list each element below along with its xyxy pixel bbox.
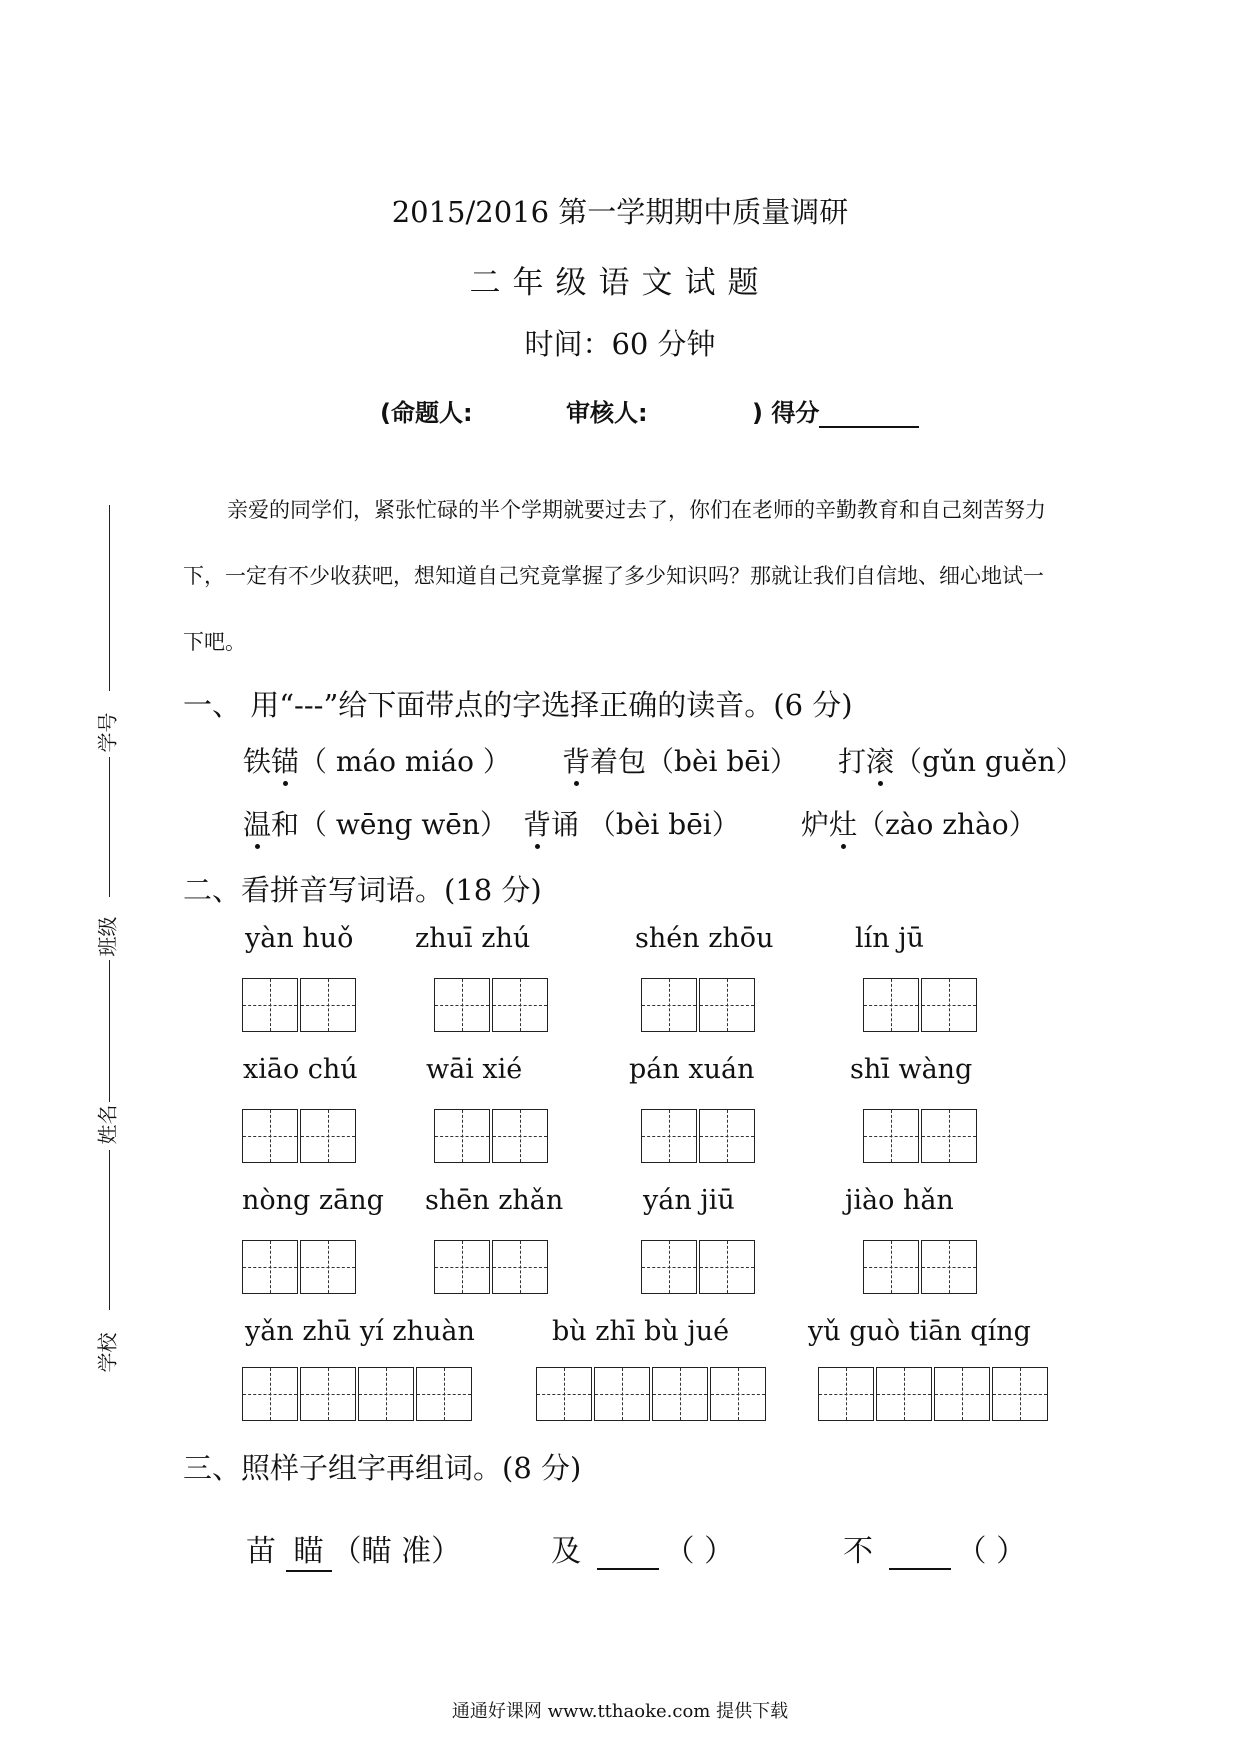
item-4-options: （ wēng wēn） xyxy=(299,808,508,841)
compose-1-blank[interactable] xyxy=(597,1538,659,1570)
exam-subject-title: 二年级语文试题 xyxy=(469,265,771,301)
answer-grid-1-3[interactable] xyxy=(641,978,757,1032)
compose-item-1 xyxy=(551,1526,734,1570)
side-line-4 xyxy=(109,1150,110,1310)
section2-title: 二、看拼音写词语。(18 分) xyxy=(183,873,542,907)
item-5-post: 诵 xyxy=(551,808,580,841)
grid-cell[interactable] xyxy=(434,1109,490,1163)
grid-cell[interactable] xyxy=(242,1109,298,1163)
answer-grid-4-3[interactable] xyxy=(818,1367,1050,1421)
item-5-dotted-char: 背 xyxy=(523,808,552,841)
example-word: （瞄 准） xyxy=(331,1534,462,1569)
pinyin-2-4: shī wàng xyxy=(850,1054,973,1085)
school-label: 学校 xyxy=(95,1332,120,1373)
item-4-dotted-char: 温 xyxy=(243,808,272,841)
grid-cell[interactable] xyxy=(492,1240,548,1294)
grid-cell[interactable] xyxy=(863,1109,919,1163)
grid-cell[interactable] xyxy=(921,1109,977,1163)
score-label xyxy=(752,393,919,428)
grid-cell[interactable] xyxy=(921,1240,977,1294)
item-3-pre: 打 xyxy=(838,745,867,778)
grid-cell[interactable] xyxy=(300,1109,356,1163)
pinyin-4-3: yǔ guò tiān qíng xyxy=(808,1316,1031,1347)
compose-2-char: 不 xyxy=(843,1534,873,1569)
compose-1-char: 及 xyxy=(551,1534,581,1569)
grid-cell[interactable] xyxy=(652,1367,708,1421)
grid-cell[interactable] xyxy=(300,1367,356,1421)
item-2-options: （bèi bēi） xyxy=(646,745,798,778)
answer-grid-1-2[interactable] xyxy=(434,978,550,1032)
exam-term-title: 2015/2016 第一学期期中质量调研 xyxy=(391,195,849,229)
answer-grid-3-2[interactable] xyxy=(434,1240,550,1294)
grid-cell[interactable] xyxy=(434,978,490,1032)
item-6-options: （zào zhào） xyxy=(857,808,1037,841)
pinyin-3-1: nòng zāng xyxy=(242,1185,384,1216)
answer-grid-4-1[interactable] xyxy=(242,1367,474,1421)
grid-cell[interactable] xyxy=(876,1367,932,1421)
grid-cell[interactable] xyxy=(242,978,298,1032)
grid-cell[interactable] xyxy=(492,1109,548,1163)
side-line-2 xyxy=(109,757,110,897)
grid-cell[interactable] xyxy=(710,1367,766,1421)
exam-duration: 时间：60 分钟 xyxy=(524,327,716,361)
pinyin-1-4: lín jū xyxy=(855,923,925,954)
item-6-pre: 炉 xyxy=(801,808,830,841)
pinyin-4-1: yǎn zhū yí zhuàn xyxy=(245,1316,475,1347)
side-line-1 xyxy=(109,505,110,691)
intro-line-1: 亲爱的同学们，紧张忙碌的半个学期就要过去了，你们在老师的辛勤教育和自己刻苦努力 xyxy=(227,498,1046,522)
item-2-post: 着包 xyxy=(590,745,647,778)
pinyin-4-2: bù zhī bù jué xyxy=(552,1316,730,1347)
score-label-text: ) 得分 xyxy=(752,399,820,427)
item-6-dotted-char: 灶 xyxy=(829,808,858,841)
pronunciation-item-5[interactable] xyxy=(523,803,740,843)
grid-cell[interactable] xyxy=(242,1367,298,1421)
answer-grid-3-1[interactable] xyxy=(242,1240,358,1294)
author-label: (命题人: xyxy=(380,399,473,427)
answer-grid-1-4[interactable] xyxy=(863,978,979,1032)
pinyin-1-1: yàn huǒ xyxy=(245,923,354,954)
compose-1-paren[interactable]: （ ） xyxy=(664,1534,735,1569)
side-line-3 xyxy=(109,960,110,1102)
grid-cell[interactable] xyxy=(641,1240,697,1294)
grid-cell[interactable] xyxy=(594,1367,650,1421)
grid-cell[interactable] xyxy=(358,1367,414,1421)
pronunciation-item-1[interactable] xyxy=(243,740,511,780)
pronunciation-item-2[interactable] xyxy=(562,740,798,780)
section1-title: 一、 用“---”给下面带点的字选择正确的读音。(6 分) xyxy=(183,688,853,722)
grid-cell[interactable] xyxy=(300,978,356,1032)
reviewer-label: 审核人: xyxy=(566,399,648,427)
grid-cell[interactable] xyxy=(416,1367,472,1421)
example-char: 苗 xyxy=(246,1534,276,1569)
pinyin-3-3: yán jiū xyxy=(643,1185,735,1216)
answer-grid-4-2[interactable] xyxy=(536,1367,768,1421)
answer-grid-3-3[interactable] xyxy=(641,1240,757,1294)
grid-cell[interactable] xyxy=(242,1240,298,1294)
intro-line-3: 下吧。 xyxy=(183,630,246,654)
answer-grid-3-4[interactable] xyxy=(863,1240,979,1294)
grid-cell[interactable] xyxy=(434,1240,490,1294)
grid-cell[interactable] xyxy=(934,1367,990,1421)
answer-grid-2-2[interactable] xyxy=(434,1109,550,1163)
pinyin-1-2: zhuī zhú xyxy=(415,923,531,954)
grid-cell[interactable] xyxy=(641,978,697,1032)
intro-line-2: 下，一定有不少收获吧，想知道自己究竟掌握了多少知识吗？那就让我们自信地、细心地试一 xyxy=(183,564,1044,588)
answer-grid-2-1[interactable] xyxy=(242,1109,358,1163)
score-blank[interactable] xyxy=(819,402,919,428)
pinyin-1-3: shén zhōu xyxy=(635,923,774,954)
item-1-dotted-char: 锚 xyxy=(271,745,300,778)
compose-2-blank[interactable] xyxy=(889,1538,951,1570)
item-2-dotted-char: 背 xyxy=(562,745,591,778)
grid-cell[interactable] xyxy=(863,978,919,1032)
grid-cell[interactable] xyxy=(699,1109,755,1163)
item-1-pre: 铁 xyxy=(243,745,272,778)
grid-cell[interactable] xyxy=(536,1367,592,1421)
answer-grid-1-1[interactable] xyxy=(242,978,358,1032)
item-3-dotted-char: 滚 xyxy=(866,745,895,778)
class-label: 班级 xyxy=(95,916,120,957)
item-4-post: 和 xyxy=(271,808,300,841)
grid-cell[interactable] xyxy=(992,1367,1048,1421)
pinyin-2-2: wāi xié xyxy=(426,1054,523,1085)
pinyin-2-3: pán xuán xyxy=(629,1054,755,1085)
section3-title: 三、照样子组字再组词。(8 分) xyxy=(183,1451,582,1485)
answer-grid-2-3[interactable] xyxy=(641,1109,757,1163)
name-label: 姓名 xyxy=(95,1104,120,1145)
grid-cell[interactable] xyxy=(300,1240,356,1294)
footer-source: 通通好课网 www.tthaoke.com 提供下载 xyxy=(451,1701,789,1722)
pinyin-2-1: xiāo chú xyxy=(243,1054,358,1085)
grid-cell[interactable] xyxy=(863,1240,919,1294)
grid-cell[interactable] xyxy=(699,978,755,1032)
grid-cell[interactable] xyxy=(921,978,977,1032)
student-number-label: 学号 xyxy=(95,712,120,753)
compose-2-paren[interactable]: （ ） xyxy=(956,1534,1027,1569)
answer-grid-2-4[interactable] xyxy=(863,1109,979,1163)
item-5-options: （bèi bēi） xyxy=(579,808,740,841)
example-item xyxy=(246,1526,461,1572)
example-answer: 瞄 xyxy=(286,1526,332,1572)
compose-item-2 xyxy=(843,1526,1026,1570)
grid-cell[interactable] xyxy=(492,978,548,1032)
grid-cell[interactable] xyxy=(818,1367,874,1421)
pinyin-3-4: jiào hǎn xyxy=(845,1185,954,1216)
pronunciation-item-3[interactable] xyxy=(838,740,1083,780)
pronunciation-item-6[interactable] xyxy=(801,803,1037,843)
grid-cell[interactable] xyxy=(641,1109,697,1163)
pinyin-3-2: shēn zhǎn xyxy=(425,1185,564,1216)
item-1-options: （ máo miáo ） xyxy=(299,745,511,778)
item-3-options: （gǔn guěn） xyxy=(894,745,1084,778)
pronunciation-item-4[interactable] xyxy=(243,803,508,843)
grid-cell[interactable] xyxy=(699,1240,755,1294)
